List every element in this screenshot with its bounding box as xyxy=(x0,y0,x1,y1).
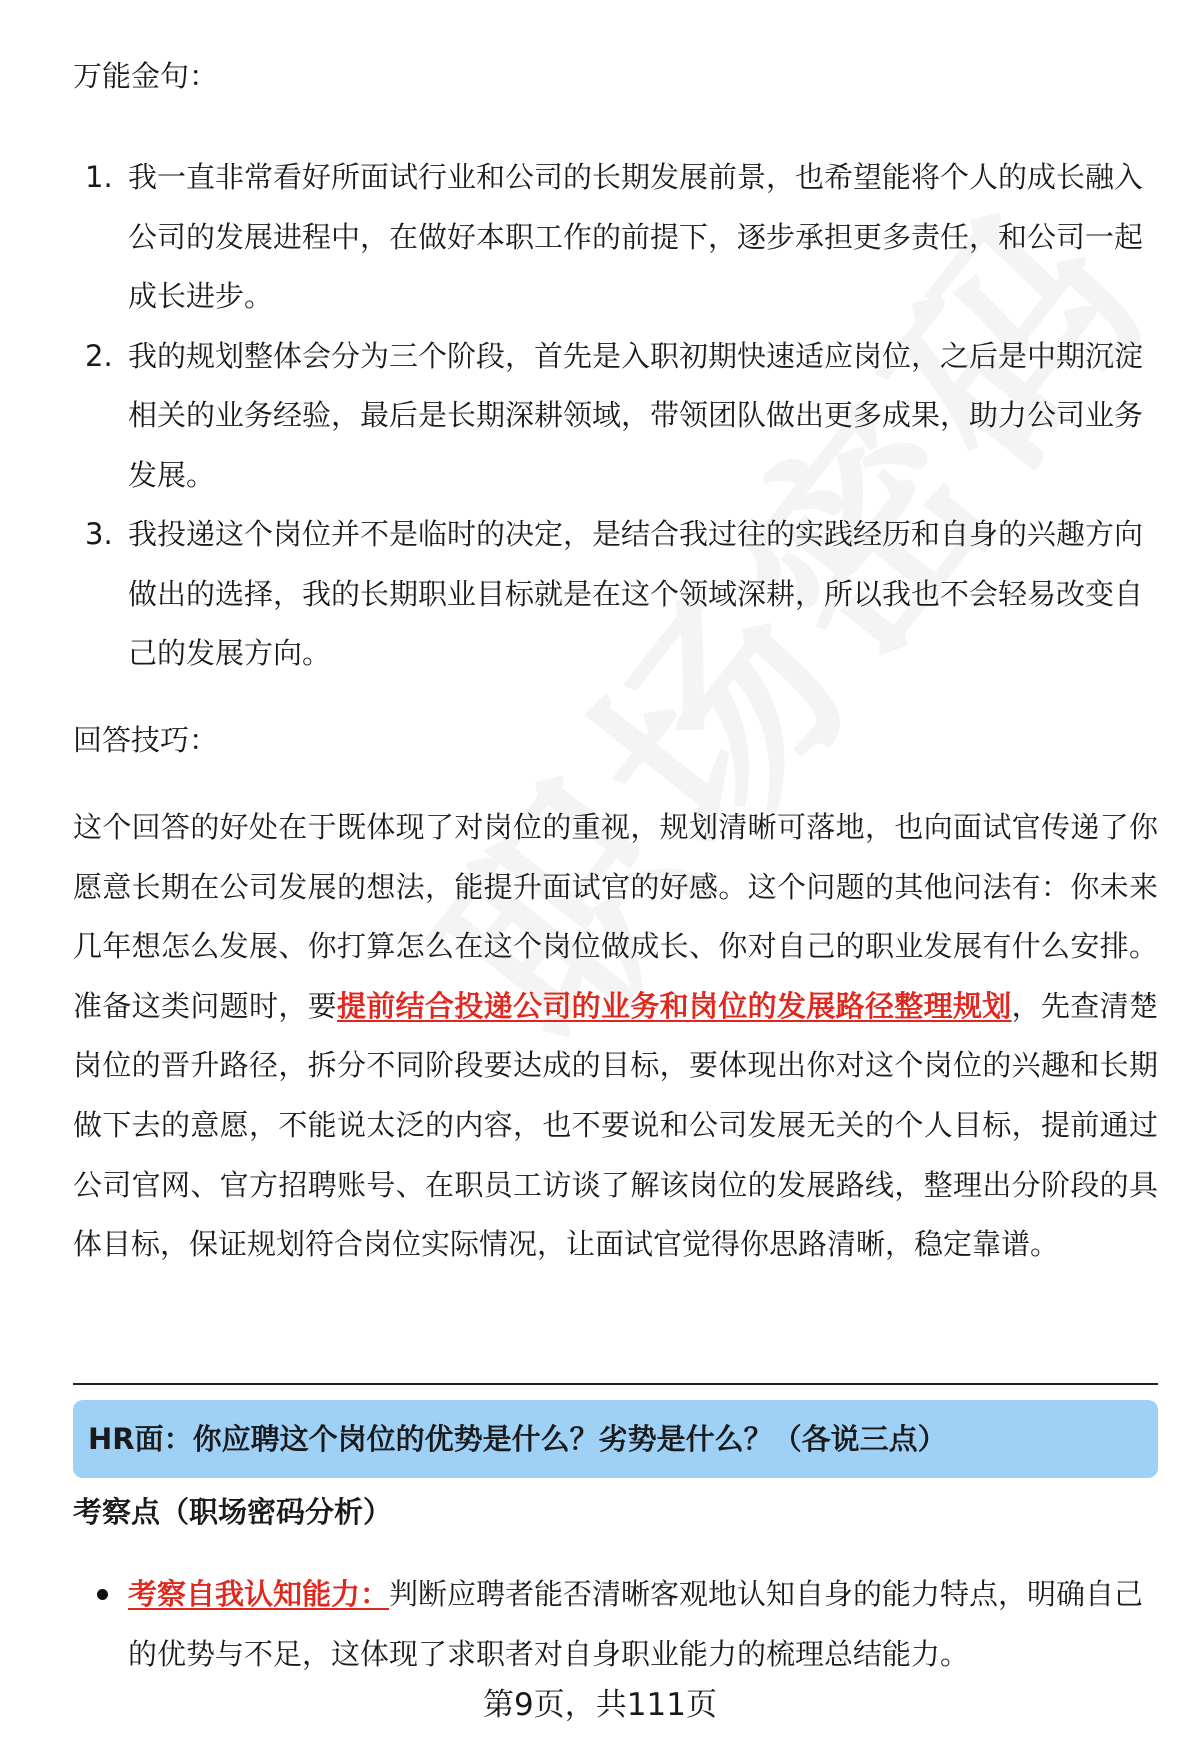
page-footer: 第9页，共111页 xyxy=(483,1687,717,1723)
answer-tips-label: 回答技巧： xyxy=(73,723,219,757)
golden-sentences-label: 万能金句： xyxy=(73,59,219,93)
list-item-text: 我的规划整体会分为三个阶段，首先是入职初期快速适应岗位，之后是中期沉淀相关的业务经验，最后是长期深耕领域，带领团队做出更多成果，助力公司业务发展。 xyxy=(128,338,1144,492)
exam-points-title: 考察点（职场密码分析） xyxy=(73,1495,393,1529)
list-item-text: 我一直非常看好所面试行业和公司的长期发展前景，也希望能将个人的成长融入公司的发展进程中，在做好本职工作的前提下，逐步承担更多责任，和公司一起成长进步。 xyxy=(128,160,1144,313)
hr-question-banner: HR面：你应聘这个岗位的优势是什么？劣势是什么？（各说三点） xyxy=(73,1400,1158,1478)
answer-list xyxy=(73,148,1158,684)
exam-point-item xyxy=(73,1565,1158,1684)
tips-text-before: 这个回答的好处在于既体现了对岗位的重视，规划清晰可落地，也向面试官传递了你愿意长期在公司发展的想法，能提升面试官的好感。这个问题的其他问法有：你未来几年想怎么发展、你打算怎么在这个岗位做成长、你对自己的职业发展有什么安排。准备这类问题时，要 xyxy=(73,810,1158,1023)
list-item xyxy=(73,505,1158,684)
exam-point-label: 考察自我认知能力： xyxy=(128,1577,390,1611)
list-number: 3. xyxy=(85,517,113,551)
list-item xyxy=(73,148,1158,327)
tips-highlight: 提前结合投递公司的业务和岗位的发展路径整理规划 xyxy=(337,988,1012,1023)
list-number: 1. xyxy=(85,160,113,194)
list-item xyxy=(73,327,1158,506)
bullet-dot-icon xyxy=(97,1589,108,1600)
answer-tips-paragraph xyxy=(73,798,1158,1275)
list-number: 2. xyxy=(85,338,113,373)
list-item-text: 我投递这个岗位并不是临时的决定，是结合我过往的实践经历和自身的兴趣方向做出的选择，我的长期职业目标就是在这个领域深耕，所以我也不会轻易改变自己的发展方向。 xyxy=(128,517,1144,670)
tips-text-after: ，先查清楚岗位的晋升路径，拆分不同阶段要达成的目标，要体现出你对这个岗位的兴趣和长期做下去的意愿，不能说太泛的内容，也不要说和公司发展无关的个人目标，提前通过公司官网、官方招聘账号、在职员工访谈了解该岗位的发展路线，整理出分阶段的具体目标，保证规划符合岗位实际情况，让面试官觉得你思路清晰，稳定靠谱。 xyxy=(73,988,1158,1262)
exam-point-text: 判断应聘者能否清晰客观地认知自身的能力特点，明确自己的优势与不足，这体现了求职者对自身职业能力的梳理总结能力。 xyxy=(128,1577,1144,1671)
section-divider xyxy=(73,1383,1158,1385)
